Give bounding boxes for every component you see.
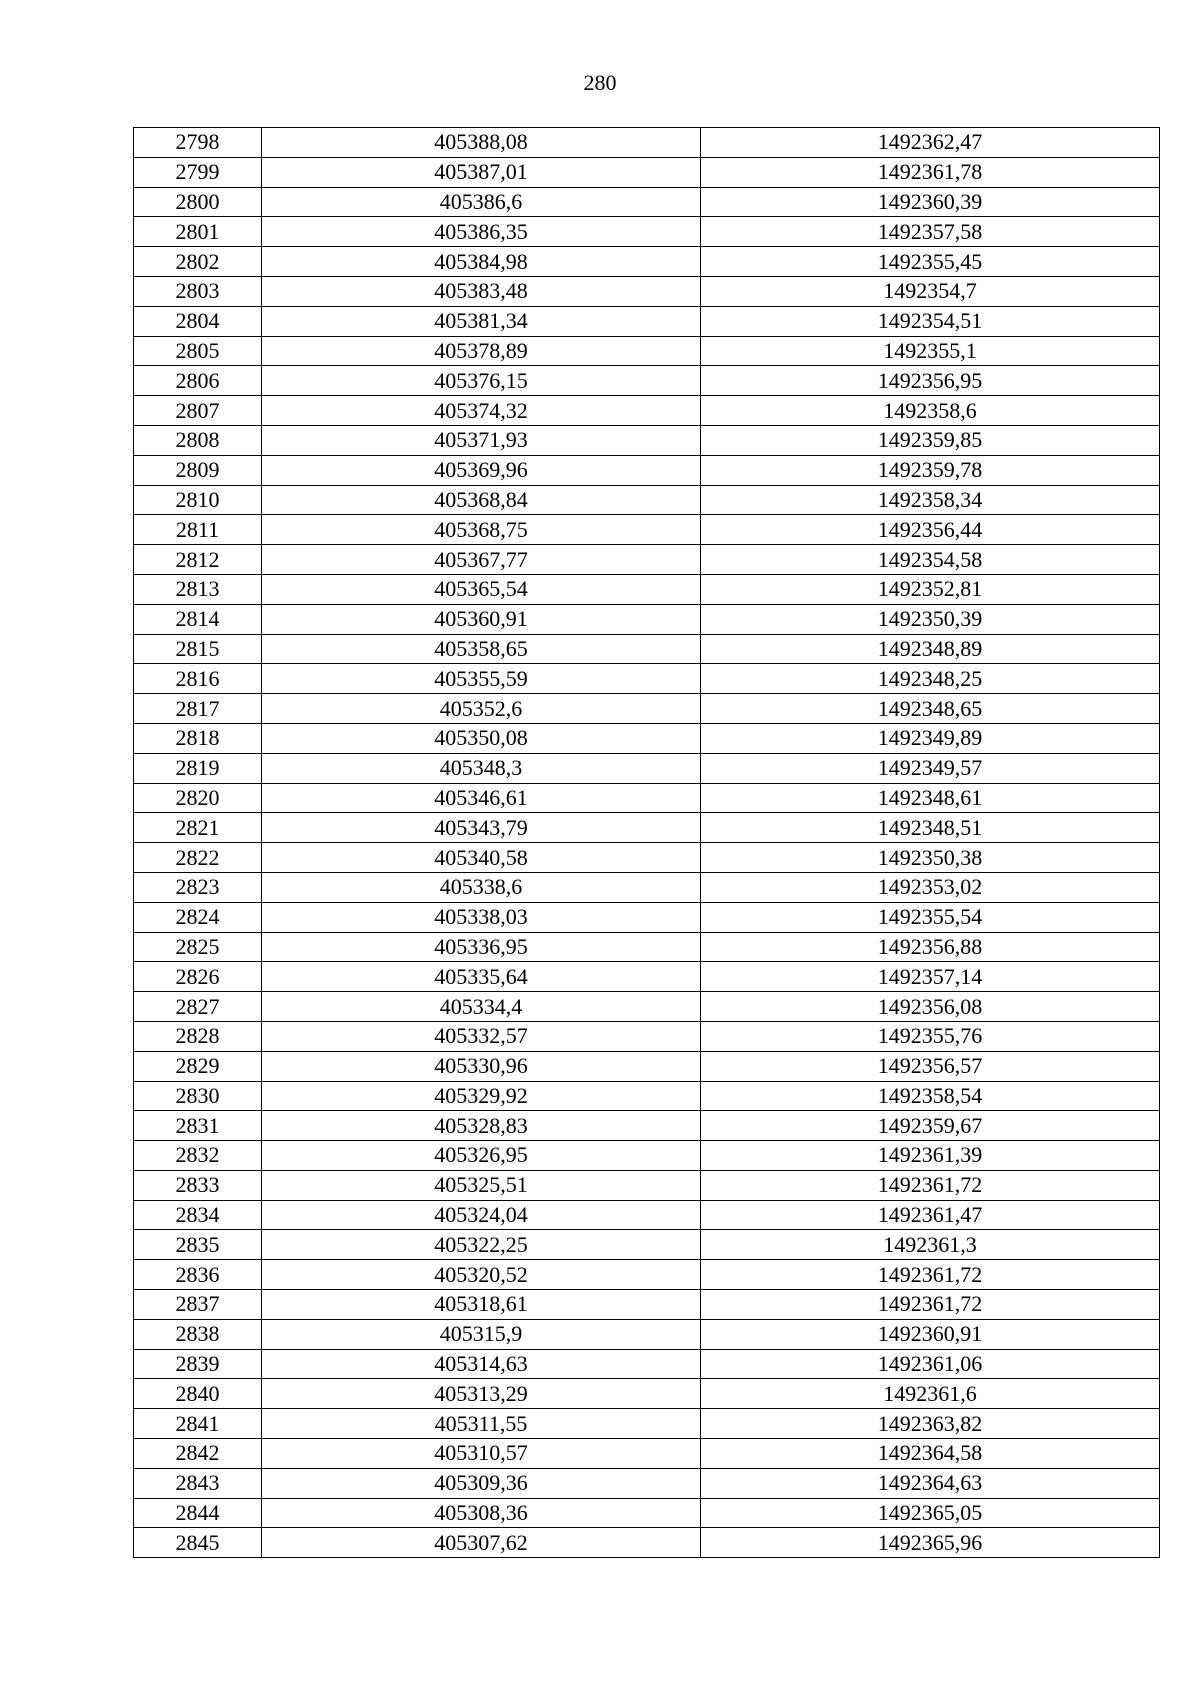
table-row xyxy=(134,1260,1160,1290)
table-row xyxy=(134,1498,1160,1528)
x-coordinate-cell: 405360,91 xyxy=(262,604,701,634)
x-coordinate-cell: 405368,75 xyxy=(262,515,701,545)
point-number-cell: 2830 xyxy=(134,1081,262,1111)
y-coordinate-cell: 1492348,89 xyxy=(701,634,1160,664)
y-coordinate-cell: 1492361,72 xyxy=(701,1290,1160,1320)
point-number-cell: 2839 xyxy=(134,1349,262,1379)
table-row xyxy=(134,813,1160,843)
x-coordinate-cell: 405388,08 xyxy=(262,128,701,158)
x-coordinate-cell: 405336,95 xyxy=(262,932,701,962)
table-row xyxy=(134,902,1160,932)
point-number-cell: 2820 xyxy=(134,783,262,813)
table-row xyxy=(134,1468,1160,1498)
x-coordinate-cell: 405376,15 xyxy=(262,366,701,396)
point-number-cell: 2809 xyxy=(134,455,262,485)
y-coordinate-cell: 1492357,58 xyxy=(701,217,1160,247)
point-number-cell: 2844 xyxy=(134,1498,262,1528)
y-coordinate-cell: 1492360,91 xyxy=(701,1319,1160,1349)
x-coordinate-cell: 405343,79 xyxy=(262,813,701,843)
point-number-cell: 2827 xyxy=(134,992,262,1022)
y-coordinate-cell: 1492352,81 xyxy=(701,574,1160,604)
point-number-cell: 2824 xyxy=(134,902,262,932)
table-row xyxy=(134,1409,1160,1439)
y-coordinate-cell: 1492362,47 xyxy=(701,128,1160,158)
x-coordinate-cell: 405326,95 xyxy=(262,1141,701,1171)
x-coordinate-cell: 405387,01 xyxy=(262,157,701,187)
table-row xyxy=(134,634,1160,664)
point-number-cell: 2806 xyxy=(134,366,262,396)
table-row xyxy=(134,783,1160,813)
y-coordinate-cell: 1492357,14 xyxy=(701,962,1160,992)
table-row xyxy=(134,276,1160,306)
y-coordinate-cell: 1492356,88 xyxy=(701,932,1160,962)
y-coordinate-cell: 1492348,65 xyxy=(701,694,1160,724)
table-row xyxy=(134,1081,1160,1111)
table-row xyxy=(134,1290,1160,1320)
x-coordinate-cell: 405381,34 xyxy=(262,306,701,336)
y-coordinate-cell: 1492348,61 xyxy=(701,783,1160,813)
y-coordinate-cell: 1492361,06 xyxy=(701,1349,1160,1379)
point-number-cell: 2805 xyxy=(134,336,262,366)
y-coordinate-cell: 1492355,76 xyxy=(701,1021,1160,1051)
table-row xyxy=(134,1319,1160,1349)
page-number: 280 xyxy=(583,70,617,95)
table-row xyxy=(134,604,1160,634)
y-coordinate-cell: 1492359,78 xyxy=(701,455,1160,485)
point-number-cell: 2812 xyxy=(134,545,262,575)
x-coordinate-cell: 405322,25 xyxy=(262,1230,701,1260)
x-coordinate-cell: 405350,08 xyxy=(262,723,701,753)
y-coordinate-cell: 1492348,25 xyxy=(701,664,1160,694)
x-coordinate-cell: 405340,58 xyxy=(262,843,701,873)
coordinates-table-body xyxy=(134,128,1160,1558)
x-coordinate-cell: 405367,77 xyxy=(262,545,701,575)
table-row xyxy=(134,247,1160,277)
table-row xyxy=(134,664,1160,694)
y-coordinate-cell: 1492361,78 xyxy=(701,157,1160,187)
x-coordinate-cell: 405368,84 xyxy=(262,485,701,515)
y-coordinate-cell: 1492364,63 xyxy=(701,1468,1160,1498)
table-row xyxy=(134,1111,1160,1141)
x-coordinate-cell: 405314,63 xyxy=(262,1349,701,1379)
y-coordinate-cell: 1492363,82 xyxy=(701,1409,1160,1439)
table-row xyxy=(134,872,1160,902)
x-coordinate-cell: 405309,36 xyxy=(262,1468,701,1498)
point-number-cell: 2831 xyxy=(134,1111,262,1141)
x-coordinate-cell: 405374,32 xyxy=(262,396,701,426)
y-coordinate-cell: 1492356,95 xyxy=(701,366,1160,396)
y-coordinate-cell: 1492355,45 xyxy=(701,247,1160,277)
point-number-cell: 2819 xyxy=(134,753,262,783)
x-coordinate-cell: 405332,57 xyxy=(262,1021,701,1051)
point-number-cell: 2838 xyxy=(134,1319,262,1349)
point-number-cell: 2825 xyxy=(134,932,262,962)
x-coordinate-cell: 405371,93 xyxy=(262,425,701,455)
x-coordinate-cell: 405307,62 xyxy=(262,1528,701,1558)
x-coordinate-cell: 405352,6 xyxy=(262,694,701,724)
table-row xyxy=(134,1379,1160,1409)
point-number-cell: 2823 xyxy=(134,872,262,902)
point-number-cell: 2840 xyxy=(134,1379,262,1409)
y-coordinate-cell: 1492349,89 xyxy=(701,723,1160,753)
point-number-cell: 2813 xyxy=(134,574,262,604)
table-row xyxy=(134,962,1160,992)
y-coordinate-cell: 1492349,57 xyxy=(701,753,1160,783)
point-number-cell: 2832 xyxy=(134,1141,262,1171)
table-row xyxy=(134,723,1160,753)
point-number-cell: 2829 xyxy=(134,1051,262,1081)
x-coordinate-cell: 405308,36 xyxy=(262,1498,701,1528)
y-coordinate-cell: 1492354,7 xyxy=(701,276,1160,306)
table-row xyxy=(134,1170,1160,1200)
y-coordinate-cell: 1492359,85 xyxy=(701,425,1160,455)
x-coordinate-cell: 405329,92 xyxy=(262,1081,701,1111)
point-number-cell: 2835 xyxy=(134,1230,262,1260)
point-number-cell: 2837 xyxy=(134,1290,262,1320)
y-coordinate-cell: 1492354,58 xyxy=(701,545,1160,575)
table-row xyxy=(134,425,1160,455)
x-coordinate-cell: 405386,6 xyxy=(262,187,701,217)
x-coordinate-cell: 405369,96 xyxy=(262,455,701,485)
table-row xyxy=(134,1051,1160,1081)
table-row xyxy=(134,1021,1160,1051)
point-number-cell: 2845 xyxy=(134,1528,262,1558)
x-coordinate-cell: 405315,9 xyxy=(262,1319,701,1349)
point-number-cell: 2815 xyxy=(134,634,262,664)
y-coordinate-cell: 1492361,39 xyxy=(701,1141,1160,1171)
x-coordinate-cell: 405325,51 xyxy=(262,1170,701,1200)
x-coordinate-cell: 405320,52 xyxy=(262,1260,701,1290)
point-number-cell: 2841 xyxy=(134,1409,262,1439)
x-coordinate-cell: 405365,54 xyxy=(262,574,701,604)
table-row xyxy=(134,1200,1160,1230)
point-number-cell: 2828 xyxy=(134,1021,262,1051)
y-coordinate-cell: 1492361,6 xyxy=(701,1379,1160,1409)
x-coordinate-cell: 405383,48 xyxy=(262,276,701,306)
y-coordinate-cell: 1492359,67 xyxy=(701,1111,1160,1141)
y-coordinate-cell: 1492356,08 xyxy=(701,992,1160,1022)
table-row xyxy=(134,366,1160,396)
y-coordinate-cell: 1492358,34 xyxy=(701,485,1160,515)
point-number-cell: 2799 xyxy=(134,157,262,187)
table-row xyxy=(134,1141,1160,1171)
y-coordinate-cell: 1492365,96 xyxy=(701,1528,1160,1558)
point-number-cell: 2804 xyxy=(134,306,262,336)
x-coordinate-cell: 405348,3 xyxy=(262,753,701,783)
table-row xyxy=(134,753,1160,783)
point-number-cell: 2817 xyxy=(134,694,262,724)
y-coordinate-cell: 1492356,57 xyxy=(701,1051,1160,1081)
table-row xyxy=(134,843,1160,873)
table-row xyxy=(134,515,1160,545)
x-coordinate-cell: 405334,4 xyxy=(262,992,701,1022)
point-number-cell: 2802 xyxy=(134,247,262,277)
x-coordinate-cell: 405384,98 xyxy=(262,247,701,277)
table-row xyxy=(134,187,1160,217)
x-coordinate-cell: 405310,57 xyxy=(262,1439,701,1469)
y-coordinate-cell: 1492350,38 xyxy=(701,843,1160,873)
table-row xyxy=(134,306,1160,336)
y-coordinate-cell: 1492356,44 xyxy=(701,515,1160,545)
x-coordinate-cell: 405311,55 xyxy=(262,1409,701,1439)
x-coordinate-cell: 405346,61 xyxy=(262,783,701,813)
x-coordinate-cell: 405386,35 xyxy=(262,217,701,247)
x-coordinate-cell: 405358,65 xyxy=(262,634,701,664)
y-coordinate-cell: 1492360,39 xyxy=(701,187,1160,217)
point-number-cell: 2822 xyxy=(134,843,262,873)
table-row xyxy=(134,396,1160,426)
y-coordinate-cell: 1492361,72 xyxy=(701,1260,1160,1290)
table-row xyxy=(134,336,1160,366)
x-coordinate-cell: 405330,96 xyxy=(262,1051,701,1081)
table-row xyxy=(134,128,1160,158)
table-row xyxy=(134,932,1160,962)
x-coordinate-cell: 405335,64 xyxy=(262,962,701,992)
table-row xyxy=(134,157,1160,187)
y-coordinate-cell: 1492364,58 xyxy=(701,1439,1160,1469)
table-row xyxy=(134,1230,1160,1260)
x-coordinate-cell: 405324,04 xyxy=(262,1200,701,1230)
table-row xyxy=(134,1528,1160,1558)
point-number-cell: 2801 xyxy=(134,217,262,247)
y-coordinate-cell: 1492361,47 xyxy=(701,1200,1160,1230)
table-row xyxy=(134,455,1160,485)
point-number-cell: 2811 xyxy=(134,515,262,545)
y-coordinate-cell: 1492361,72 xyxy=(701,1170,1160,1200)
point-number-cell: 2818 xyxy=(134,723,262,753)
point-number-cell: 2843 xyxy=(134,1468,262,1498)
point-number-cell: 2810 xyxy=(134,485,262,515)
table-row xyxy=(134,574,1160,604)
y-coordinate-cell: 1492358,54 xyxy=(701,1081,1160,1111)
y-coordinate-cell: 1492350,39 xyxy=(701,604,1160,634)
x-coordinate-cell: 405338,6 xyxy=(262,872,701,902)
x-coordinate-cell: 405313,29 xyxy=(262,1379,701,1409)
x-coordinate-cell: 405378,89 xyxy=(262,336,701,366)
y-coordinate-cell: 1492358,6 xyxy=(701,396,1160,426)
point-number-cell: 2833 xyxy=(134,1170,262,1200)
y-coordinate-cell: 1492354,51 xyxy=(701,306,1160,336)
y-coordinate-cell: 1492355,54 xyxy=(701,902,1160,932)
point-number-cell: 2803 xyxy=(134,276,262,306)
y-coordinate-cell: 1492361,3 xyxy=(701,1230,1160,1260)
table-row xyxy=(134,485,1160,515)
point-number-cell: 2814 xyxy=(134,604,262,634)
point-number-cell: 2836 xyxy=(134,1260,262,1290)
point-number-cell: 2800 xyxy=(134,187,262,217)
x-coordinate-cell: 405318,61 xyxy=(262,1290,701,1320)
y-coordinate-cell: 1492348,51 xyxy=(701,813,1160,843)
y-coordinate-cell: 1492355,1 xyxy=(701,336,1160,366)
x-coordinate-cell: 405338,03 xyxy=(262,902,701,932)
table-row xyxy=(134,992,1160,1022)
point-number-cell: 2834 xyxy=(134,1200,262,1230)
y-coordinate-cell: 1492353,02 xyxy=(701,872,1160,902)
point-number-cell: 2821 xyxy=(134,813,262,843)
coordinates-table xyxy=(133,127,1160,1558)
point-number-cell: 2807 xyxy=(134,396,262,426)
point-number-cell: 2798 xyxy=(134,128,262,158)
table-row xyxy=(134,217,1160,247)
table-row xyxy=(134,1349,1160,1379)
table-row xyxy=(134,1439,1160,1469)
point-number-cell: 2826 xyxy=(134,962,262,992)
point-number-cell: 2816 xyxy=(134,664,262,694)
table-row xyxy=(134,694,1160,724)
point-number-cell: 2842 xyxy=(134,1439,262,1469)
table-row xyxy=(134,545,1160,575)
y-coordinate-cell: 1492365,05 xyxy=(701,1498,1160,1528)
x-coordinate-cell: 405355,59 xyxy=(262,664,701,694)
x-coordinate-cell: 405328,83 xyxy=(262,1111,701,1141)
point-number-cell: 2808 xyxy=(134,425,262,455)
